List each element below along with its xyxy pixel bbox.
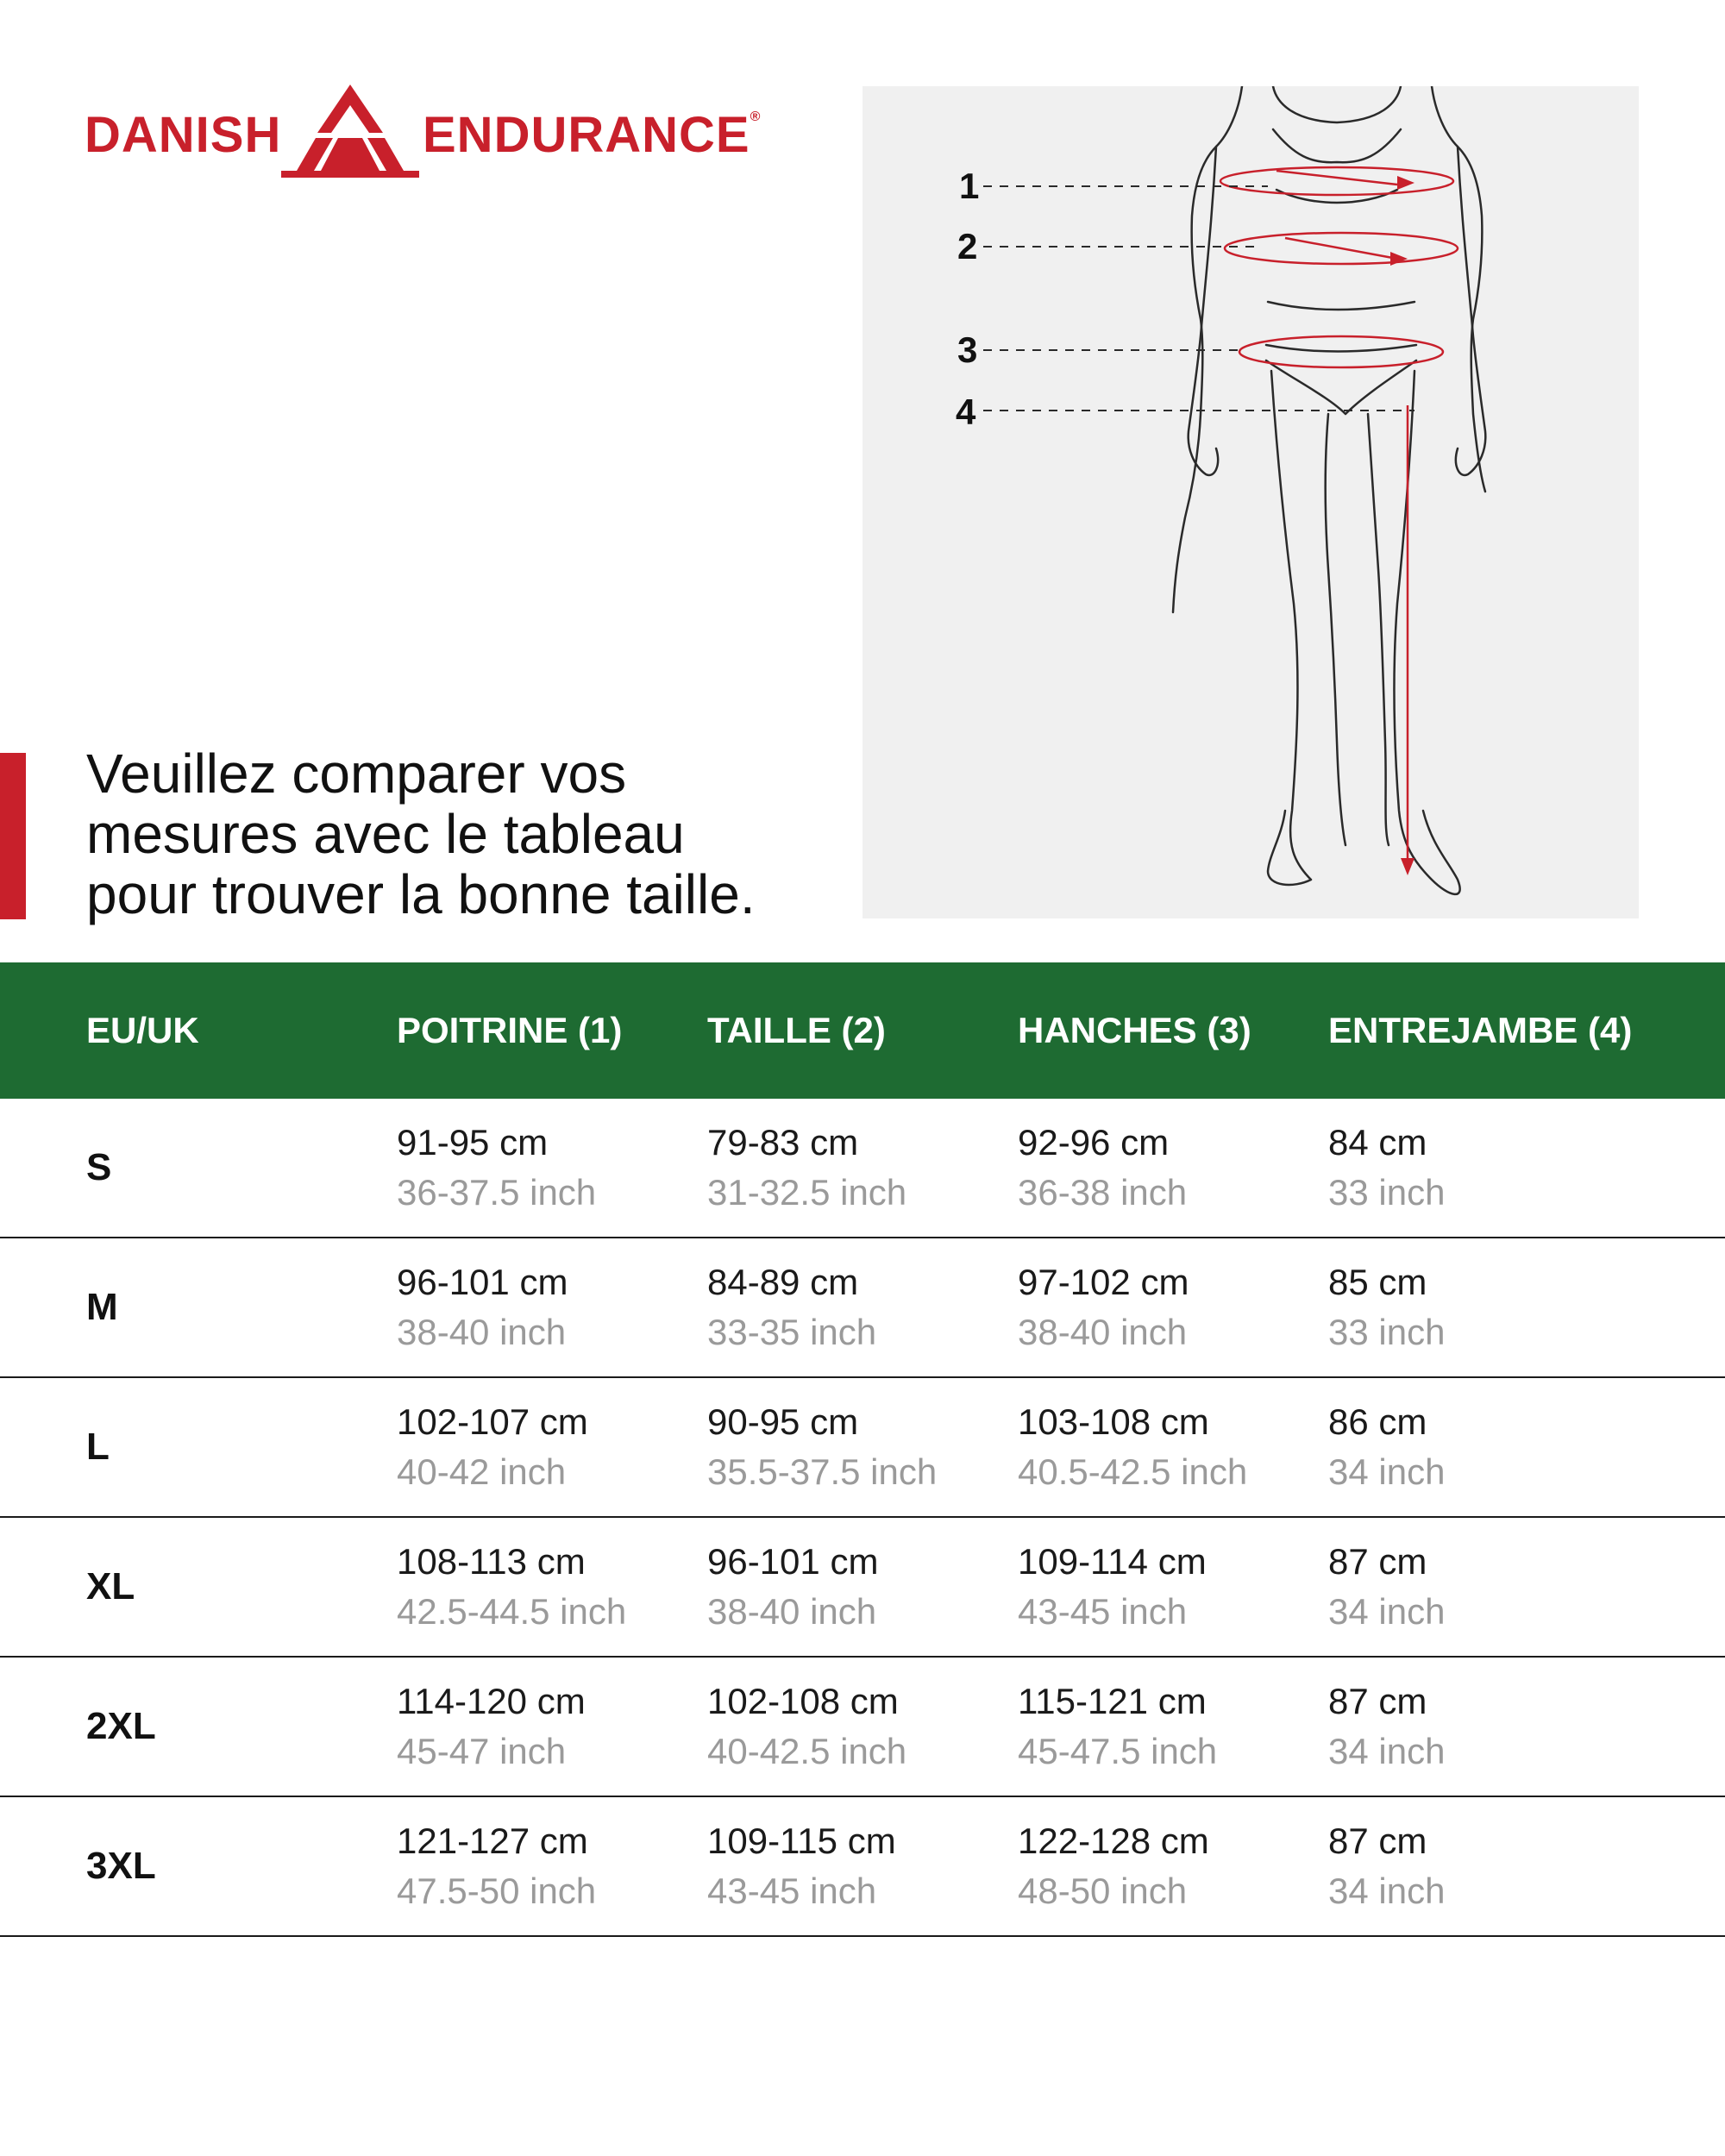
- figure-label-4: 4: [956, 392, 976, 432]
- hips-cell: [1018, 1257, 1189, 1357]
- cm-value: 108-113 cm: [397, 1541, 586, 1582]
- cm-value: 122-128 cm: [1018, 1821, 1209, 1861]
- table-row: [0, 1238, 1725, 1378]
- cm-value: 87 cm: [1328, 1681, 1427, 1721]
- chest-cell: [397, 1816, 596, 1916]
- inch-value: 36-37.5 inch: [397, 1172, 597, 1213]
- size-table: [0, 962, 1725, 1937]
- chest-cell: [397, 1677, 586, 1777]
- inch-value: 36-38 inch: [1018, 1172, 1188, 1213]
- cm-value: 109-115 cm: [707, 1821, 896, 1861]
- registered-mark: ®: [750, 110, 762, 124]
- inch-value: 40-42 inch: [397, 1451, 567, 1492]
- table-row: [0, 1378, 1725, 1518]
- inch-value: 48-50 inch: [1018, 1871, 1188, 1911]
- inch-value: 33-35 inch: [707, 1312, 877, 1352]
- table-header: [0, 962, 1725, 1099]
- cm-value: 91-95 cm: [397, 1122, 549, 1163]
- inseam-cell: [1328, 1118, 1445, 1218]
- cm-value: 92-96 cm: [1018, 1122, 1170, 1163]
- inseam-cell: [1328, 1816, 1445, 1916]
- waist-cell: [707, 1257, 876, 1357]
- size-label: 2XL: [86, 1705, 156, 1747]
- inseam-cell: [1328, 1397, 1445, 1497]
- logo-mountain-icon: [281, 85, 419, 178]
- figure-label-3: 3: [957, 329, 978, 370]
- inch-value: 40-42.5 inch: [707, 1731, 907, 1771]
- cm-value: 114-120 cm: [397, 1681, 586, 1721]
- cm-value: 102-108 cm: [707, 1681, 899, 1721]
- inch-value: 38-40 inch: [707, 1591, 877, 1632]
- inch-value: 43-45 inch: [1018, 1591, 1188, 1632]
- table-row: [0, 1658, 1725, 1797]
- waist-cell: [707, 1397, 937, 1497]
- cm-value: 85 cm: [1328, 1262, 1427, 1302]
- hips-cell: [1018, 1816, 1209, 1916]
- inch-value: 34 inch: [1328, 1871, 1446, 1911]
- intro-line-2: mesures avec le tableau: [86, 803, 685, 865]
- cm-value: 86 cm: [1328, 1401, 1427, 1442]
- inch-value: 31-32.5 inch: [707, 1172, 907, 1213]
- cm-value: 87 cm: [1328, 1541, 1427, 1582]
- brand-logo: [85, 85, 762, 179]
- intro-line-1: Veuillez comparer vos: [86, 743, 627, 805]
- cm-value: 115-121 cm: [1018, 1681, 1207, 1721]
- intro-text: [86, 743, 845, 924]
- inch-value: 38-40 inch: [397, 1312, 567, 1352]
- inch-value: 42.5-44.5 inch: [397, 1591, 627, 1632]
- cm-value: 90-95 cm: [707, 1401, 859, 1442]
- hips-cell: [1018, 1397, 1247, 1497]
- header-eu-uk: EU/UK: [86, 1010, 199, 1050]
- size-label: L: [86, 1426, 110, 1468]
- cm-value: 102-107 cm: [397, 1401, 588, 1442]
- inch-value: 38-40 inch: [1018, 1312, 1188, 1352]
- inseam-cell: [1328, 1257, 1445, 1357]
- waist-cell: [707, 1816, 896, 1916]
- cm-value: 87 cm: [1328, 1821, 1427, 1861]
- figure-label-1: 1: [959, 166, 980, 206]
- size-label: XL: [86, 1565, 135, 1608]
- header-poitrine: POITRINE (1): [397, 1010, 623, 1050]
- header-taille: TAILLE (2): [707, 1010, 886, 1050]
- inch-value: 33 inch: [1328, 1172, 1446, 1213]
- body-outline-illustration: [862, 86, 1639, 918]
- logo-word-endurance: ENDURANCE®: [423, 107, 762, 163]
- size-label: 3XL: [86, 1845, 156, 1887]
- waist-cell: [707, 1118, 906, 1218]
- body-measurement-figure: [862, 86, 1639, 918]
- cm-value: 96-101 cm: [707, 1541, 879, 1582]
- inch-value: 34 inch: [1328, 1591, 1446, 1632]
- chest-cell: [397, 1397, 588, 1497]
- chest-cell: [397, 1537, 626, 1637]
- cm-value: 97-102 cm: [1018, 1262, 1189, 1302]
- cm-value: 121-127 cm: [397, 1821, 588, 1861]
- table-row: [0, 1099, 1725, 1238]
- intro-line-3: pour trouver la bonne taille.: [86, 863, 756, 925]
- header-hanches: HANCHES (3): [1018, 1010, 1251, 1050]
- inch-value: 34 inch: [1328, 1451, 1446, 1492]
- cm-value: 79-83 cm: [707, 1122, 859, 1163]
- inseam-cell: [1328, 1677, 1445, 1777]
- hips-cell: [1018, 1118, 1187, 1218]
- inch-value: 34 inch: [1328, 1731, 1446, 1771]
- cm-value: 103-108 cm: [1018, 1401, 1209, 1442]
- cm-value: 109-114 cm: [1018, 1541, 1207, 1582]
- logo-word-danish: DANISH: [85, 107, 282, 163]
- figure-label-2: 2: [957, 226, 978, 266]
- inseam-cell: [1328, 1537, 1445, 1637]
- size-label: M: [86, 1286, 118, 1328]
- waist-cell: [707, 1537, 878, 1637]
- header-entrejambe: ENTREJAMBE (4): [1328, 1010, 1633, 1050]
- chest-cell: [397, 1257, 568, 1357]
- cm-value: 96-101 cm: [397, 1262, 568, 1302]
- hips-cell: [1018, 1677, 1217, 1777]
- table-row: [0, 1518, 1725, 1658]
- inch-value: 45-47.5 inch: [1018, 1731, 1218, 1771]
- inch-value: 47.5-50 inch: [397, 1871, 597, 1911]
- cm-value: 84 cm: [1328, 1122, 1427, 1163]
- inch-value: 45-47 inch: [397, 1731, 567, 1771]
- inch-value: 33 inch: [1328, 1312, 1446, 1352]
- waist-cell: [707, 1677, 906, 1777]
- inch-value: 35.5-37.5 inch: [707, 1451, 938, 1492]
- table-row: [0, 1797, 1725, 1937]
- accent-bar: [0, 753, 26, 919]
- inch-value: 40.5-42.5 inch: [1018, 1451, 1248, 1492]
- cm-value: 84-89 cm: [707, 1262, 859, 1302]
- hips-cell: [1018, 1537, 1207, 1637]
- size-label: S: [86, 1146, 112, 1188]
- inch-value: 43-45 inch: [707, 1871, 877, 1911]
- chest-cell: [397, 1118, 596, 1218]
